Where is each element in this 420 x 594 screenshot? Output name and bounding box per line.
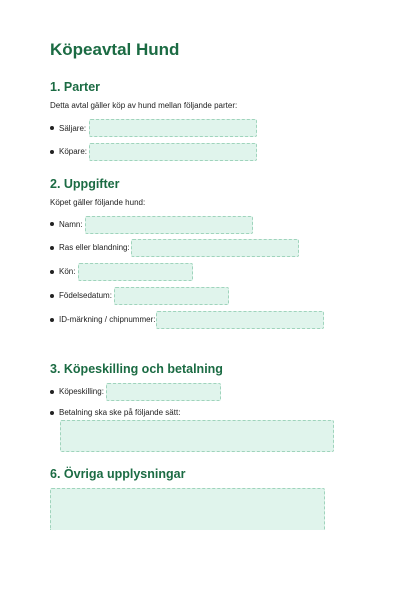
field-label-id-markning: ID-märkning / chipnummer: [59,315,156,324]
list-bullet [50,294,54,298]
section-heading-parter: 1. Parter [50,80,101,94]
list-bullet [50,411,54,415]
list-bullet [50,318,54,322]
field-label-kon: Kön: [59,267,76,276]
ras-input[interactable] [131,239,299,257]
betalning-textarea[interactable] [60,420,334,452]
field-label-kopare: Köpare: [59,147,88,156]
field-label-ras: Ras eller blandning: [59,243,130,252]
section-heading-uppgifter: 2. Uppgifter [50,177,120,191]
fodelsedatum-input[interactable] [114,287,229,305]
section-intro-uppgifter: Köpet gäller följande hund: [50,198,146,207]
list-bullet [50,390,54,394]
list-bullet [50,270,54,274]
list-bullet [50,126,54,130]
id-markning-input[interactable] [156,311,324,329]
section-heading-ovriga: 6. Övriga upplysningar [50,467,186,481]
list-bullet [50,222,54,226]
field-label-fodelsedatum: Födelsedatum: [59,291,112,300]
list-bullet [50,246,54,250]
section-intro-parter: Detta avtal gäller köp av hund mellan följande parter: [50,101,238,110]
namn-input[interactable] [85,216,253,234]
field-label-kopeskilling: Köpeskilling: [59,387,104,396]
field-label-betalning: Betalning ska ske på följande sätt: [59,408,181,417]
saljare-input[interactable] [89,119,257,137]
kopare-input[interactable] [89,143,257,161]
section-heading-kopeskilling: 3. Köpeskilling och betalning [50,362,223,376]
list-bullet [50,150,54,154]
ovriga-upplysningar-textarea[interactable] [50,488,325,530]
document-title: Köpeavtal Hund [50,40,180,59]
kopeskilling-input[interactable] [106,383,221,401]
kon-input[interactable] [78,263,193,281]
field-label-saljare: Säljare: [59,124,87,133]
field-label-namn: Namn: [59,220,83,229]
